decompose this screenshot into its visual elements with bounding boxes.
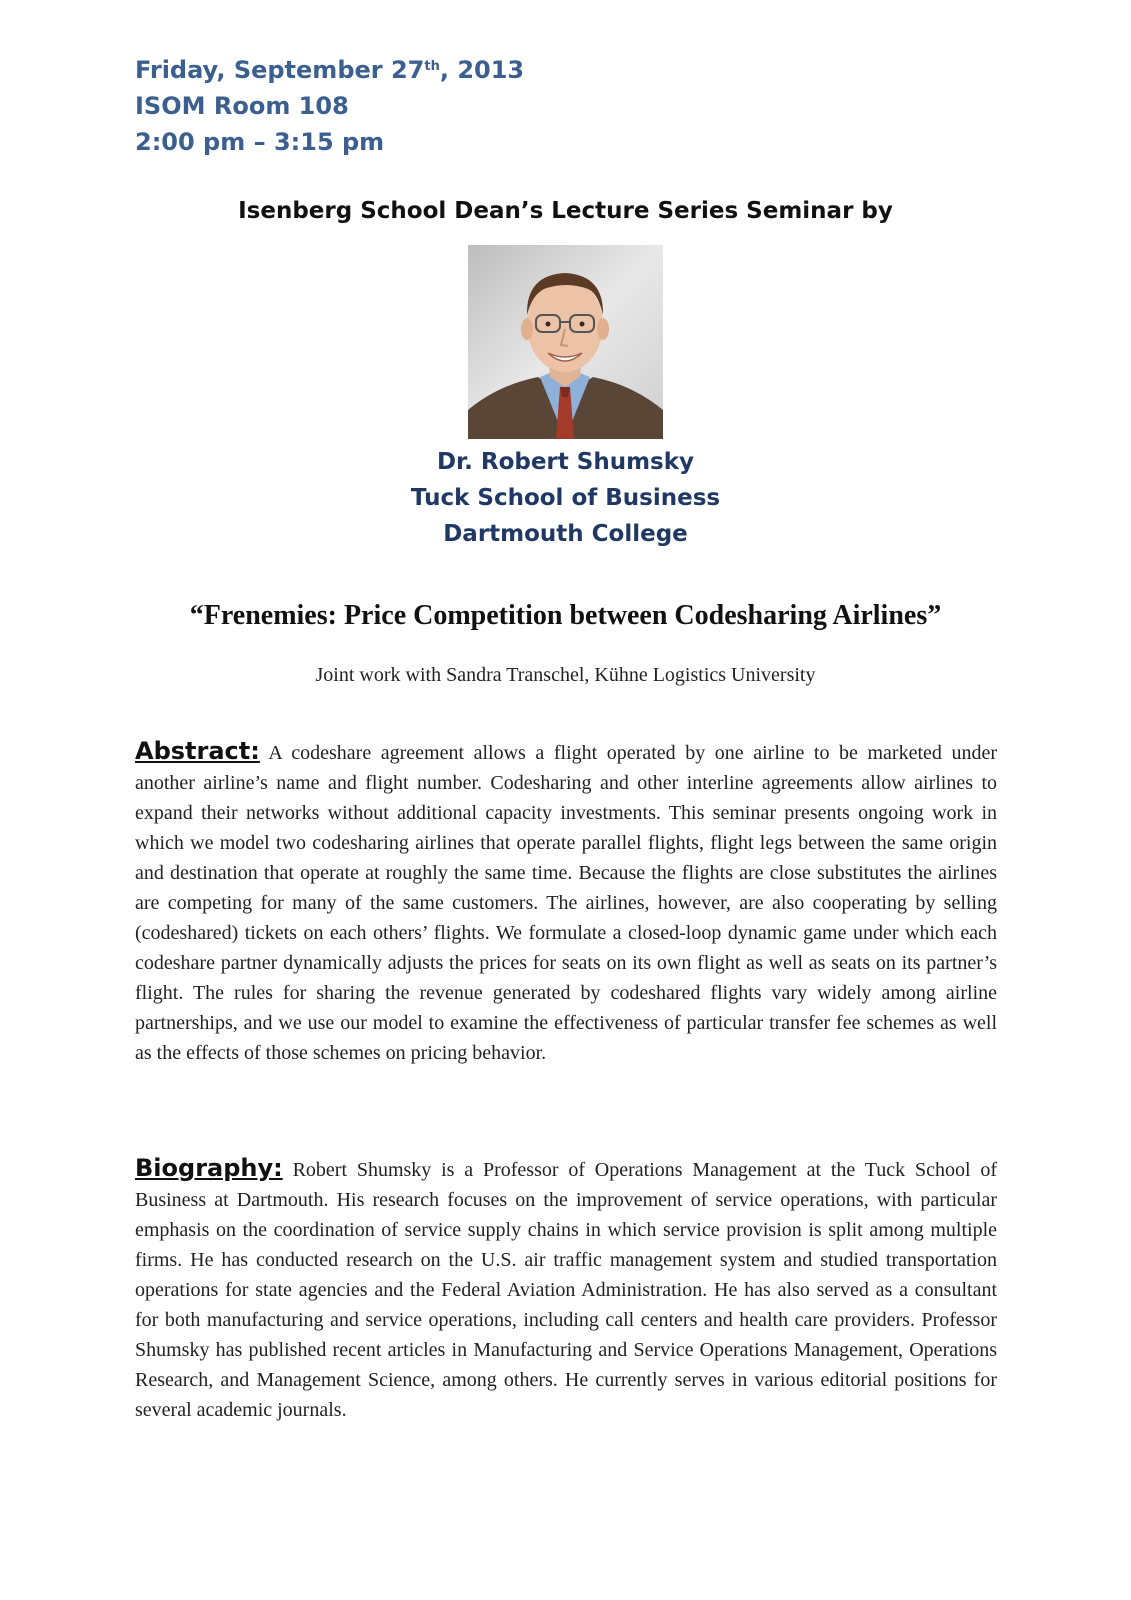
series-title: Isenberg School Dean’s Lecture Series Seminar by bbox=[238, 198, 893, 224]
abstract-text: A codeshare agreement allows a flight operated by one airline to be marketed under another airline’s name and flight number. Codesharing and other interline agreements allow airlines to expand their networks without additional capacity investments. This seminar presents ongoing work in which we model two codesharing airlines that operate parallel flights, flight legs between the same origin and destination that operate at roughly the same time. Because the flights are close substitutes the airlines are competing for many of the same customers. The airlines, however, are also cooperating by selling (codeshared) tickets on each others’ flights. We formulate a closed-loop dynamic game under which each codeshare partner dynamically adjusts the prices for seats on its own flight as well as seats on its partner’s flight. The rules for sharing the revenue generated by codeshared flights vary widely among airline partnerships, and we use our model to examine the effectiveness of particular transfer fee schemes as well as the effects of those schemes on pricing behavior. bbox=[135, 742, 997, 1064]
biography-section bbox=[135, 1153, 997, 1425]
speaker-college: Dartmouth College bbox=[443, 521, 688, 547]
biography-label: Biography: bbox=[135, 1154, 283, 1182]
abstract-section bbox=[135, 736, 997, 1068]
speaker-school: Tuck School of Business bbox=[410, 485, 721, 511]
event-date-year: , 2013 bbox=[439, 56, 525, 84]
event-time: 2:00 pm – 3:15 pm bbox=[135, 128, 385, 156]
joint-work: Joint work with Sandra Transchel, Kühne Logistics University bbox=[315, 664, 816, 686]
event-info bbox=[135, 52, 524, 160]
event-date bbox=[135, 52, 524, 88]
event-date-main: Friday, September 27 bbox=[135, 56, 425, 84]
biography-text: Robert Shumsky is a Professor of Operations Management at the Tuck School of Business at Dartmouth. His research focuses on the improvement of service operations, with particular emphasis on the coordination of service supply chains in which service provision is split among multiple firms. He has conducted research on the U.S. air traffic management system and studied transportation operations for state agencies and the Federal Aviation Administration. He has also served as a consultant for both manufacturing and service operations, including call centers and health care providers. Professor Shumsky has published recent articles in Manufacturing and Service Operations Management, Operations Research, and Management Science, among others. He currently serves in various editorial positions for several academic journals. bbox=[135, 1159, 998, 1421]
speaker-name: Dr. Robert Shumsky bbox=[436, 449, 695, 475]
speaker-info bbox=[0, 444, 1131, 552]
speaker-photo bbox=[468, 245, 663, 439]
abstract-label: Abstract: bbox=[135, 737, 260, 765]
event-room: ISOM Room 108 bbox=[135, 92, 349, 120]
talk-title: “Frenemies: Price Competition between Codesharing Airlines” bbox=[189, 600, 942, 631]
event-date-suffix: th bbox=[424, 59, 440, 74]
portrait-illustration bbox=[468, 245, 663, 439]
